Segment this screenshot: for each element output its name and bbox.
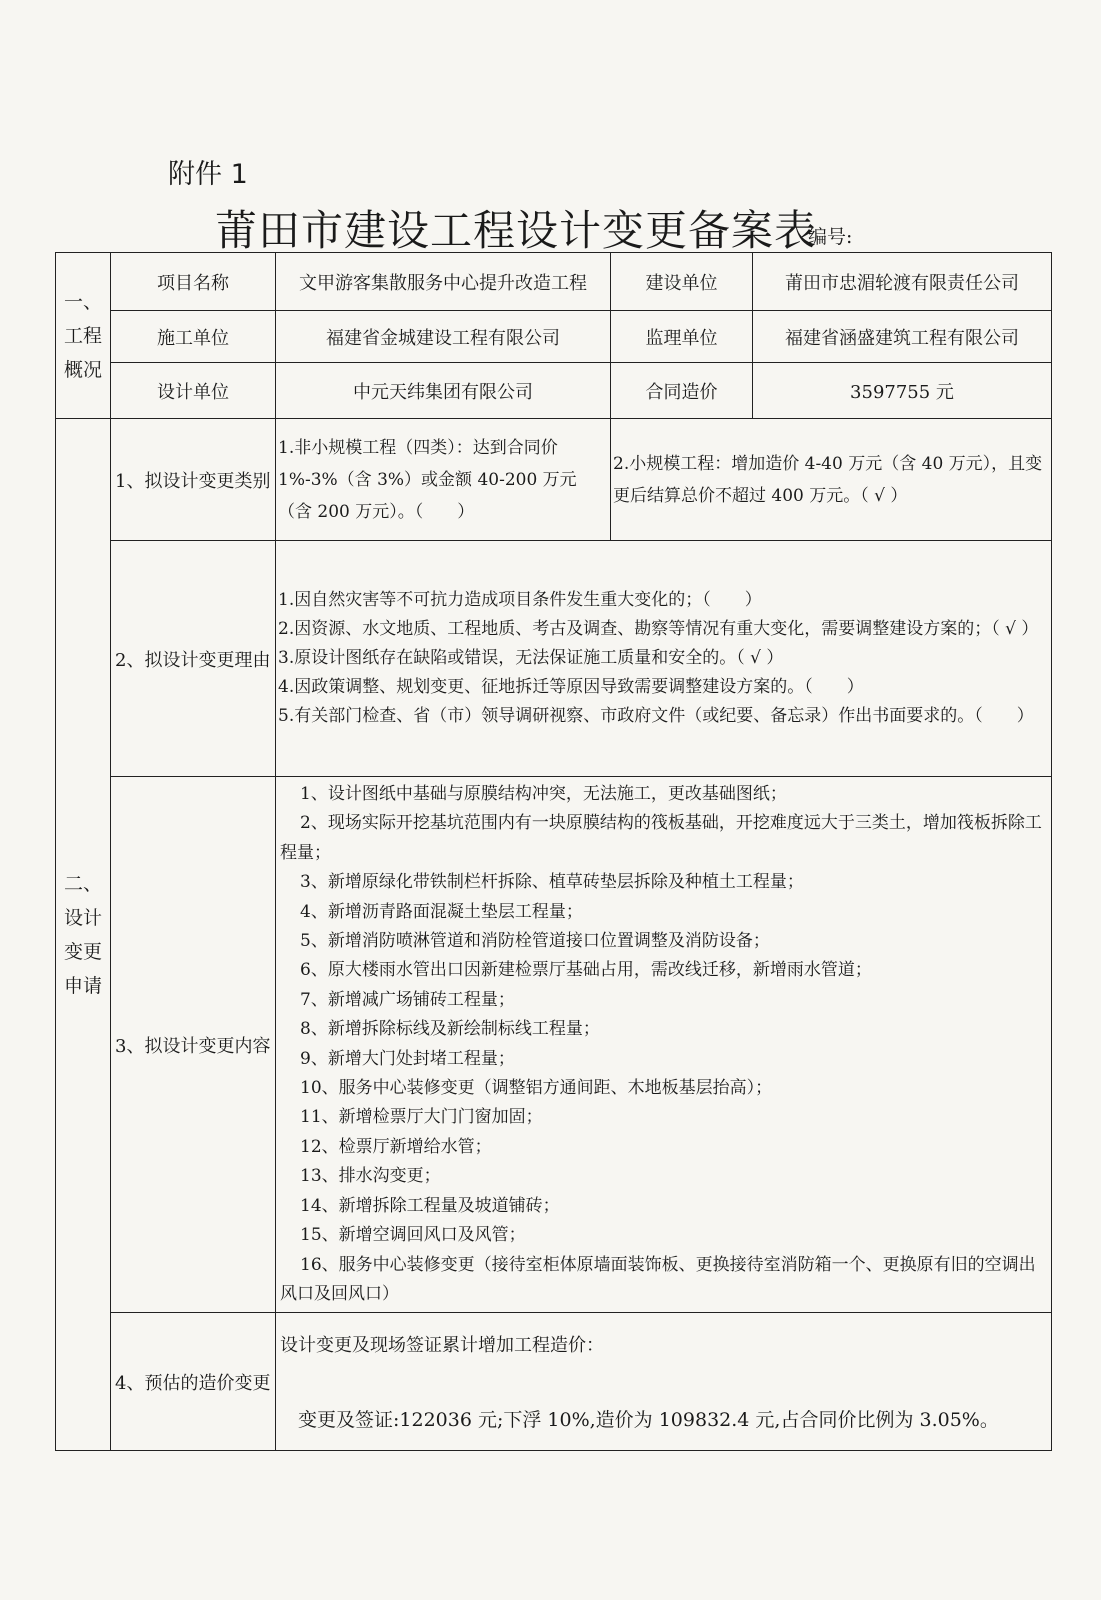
section2-label: 二、 设计 变更 申请 [56, 419, 111, 1451]
content-row [56, 777, 1052, 1313]
list-item: 12、检票厅新增给水管； [300, 1136, 492, 1157]
list-item: 4.因政策调整、规划变更、征地拆迁等原因导致需要调整建设方案的。（ ） [278, 677, 864, 697]
contractor-value: 福建省金城建设工程有限公司 [276, 311, 611, 363]
attachment-label: 附件 1 [168, 159, 248, 190]
category-option-2: 2.小规模工程：增加造价 4-40 万元（含 40 万元），且变更后结算总价不超过 400 万元。（ √ ） [611, 419, 1052, 541]
supervisor-label: 监理单位 [611, 311, 753, 363]
reason-label: 2、拟设计变更理由 [111, 541, 276, 777]
project-name-label: 项目名称 [111, 253, 276, 311]
reason-row [56, 541, 1052, 777]
overview-row [56, 253, 1052, 311]
category-row [56, 419, 1052, 541]
contract-price-value: 3597755 元 [753, 363, 1052, 419]
owner-value: 莆田市忠湄轮渡有限责任公司 [753, 253, 1052, 311]
cost-detail: 变更及签证:122036 元;下浮 10%,造价为 109832.4 元,占合同价比例为 3.05%。 [298, 1409, 999, 1432]
list-item: 9、新增大门处封堵工程量； [300, 1048, 515, 1069]
list-item: 10、服务中心装修变更（调整铝方通间距、木地板基层抬高）； [300, 1078, 773, 1099]
designer-value: 中元天纬集团有限公司 [276, 363, 611, 419]
list-item: 16、服务中心装修变更（接待室柜体原墙面装饰板、更换接待室消防箱一个、更换原有旧的空调出风口及回风口） [280, 1254, 1036, 1304]
list-item: 5.有关部门检查、省（市）领导调研视察、市政府文件（或纪要、备忘录）作出书面要求的。（ ） [278, 706, 1034, 726]
cost-row [56, 1313, 1052, 1451]
content-label: 3、拟设计变更内容 [111, 777, 276, 1313]
project-name-value: 文甲游客集散服务中心提升改造工程 [276, 253, 611, 311]
list-item: 14、新增拆除工程量及坡道铺砖； [300, 1195, 560, 1216]
list-item: 4、新增沥青路面混凝土垫层工程量； [300, 901, 583, 922]
record-form-table [55, 252, 1052, 1451]
category-label: 1、拟设计变更类别 [111, 419, 276, 541]
section1-label: 一、 工程 概况 [56, 253, 111, 419]
list-item: 7、新增减广场铺砖工程量； [300, 989, 515, 1010]
cost-cell [276, 1313, 1052, 1451]
list-item: 8、新增拆除标线及新绘制标线工程量； [300, 1019, 600, 1040]
list-item: 5、新增消防喷淋管道和消防栓管道接口位置调整及消防设备； [300, 931, 770, 952]
overview-row [56, 363, 1052, 419]
list-item: 15、新增空调回风口及风管； [300, 1225, 526, 1246]
supervisor-value: 福建省涵盛建筑工程有限公司 [753, 311, 1052, 363]
reason-list [276, 541, 1052, 777]
cost-intro: 设计变更及现场签证累计增加工程造价： [280, 1335, 604, 1357]
page-title: 莆田市建设工程设计变更备案表 [215, 206, 818, 255]
list-item: 3.原设计图纸存在缺陷或错误，无法保证施工质量和安全的。（ √ ） [278, 648, 784, 668]
list-item: 6、原大楼雨水管出口因新建检票厅基础占用，需改线迁移，新增雨水管道； [300, 960, 872, 981]
list-item: 11、新增检票厅大门门窗加固； [300, 1107, 543, 1128]
owner-label: 建设单位 [611, 253, 753, 311]
list-item: 13、排水沟变更； [300, 1166, 441, 1187]
designer-label: 设计单位 [111, 363, 276, 419]
cost-label: 4、预估的造价变更 [111, 1313, 276, 1451]
content-list [276, 777, 1052, 1313]
list-item: 2、现场实际开挖基坑范围内有一块原膜结构的筏板基础，开挖难度远大于三类土，增加筏板拆除工程量； [280, 813, 1042, 863]
contract-price-label: 合同造价 [611, 363, 753, 419]
overview-row [56, 311, 1052, 363]
serial-number-label: 编号: [808, 226, 853, 248]
category-option-1: 1.非小规模工程（四类）：达到合同价 1%-3%（含 3%）或金额 40-200 万元（含 200 万元）。（ ） [276, 419, 611, 541]
list-item: 3、新增原绿化带铁制栏杆拆除、植草砖垫层拆除及种植土工程量； [300, 872, 804, 893]
list-item: 2.因资源、水文地质、工程地质、考古及调查、勘察等情况有重大变化，需要调整建设方案的；（ √ ） [278, 619, 1039, 639]
list-item: 1.因自然灾害等不可抗力造成项目条件发生重大变化的；（ ） [278, 590, 762, 610]
contractor-label: 施工单位 [111, 311, 276, 363]
list-item: 1、设计图纸中基础与原膜结构冲突，无法施工，更改基础图纸； [300, 784, 787, 804]
